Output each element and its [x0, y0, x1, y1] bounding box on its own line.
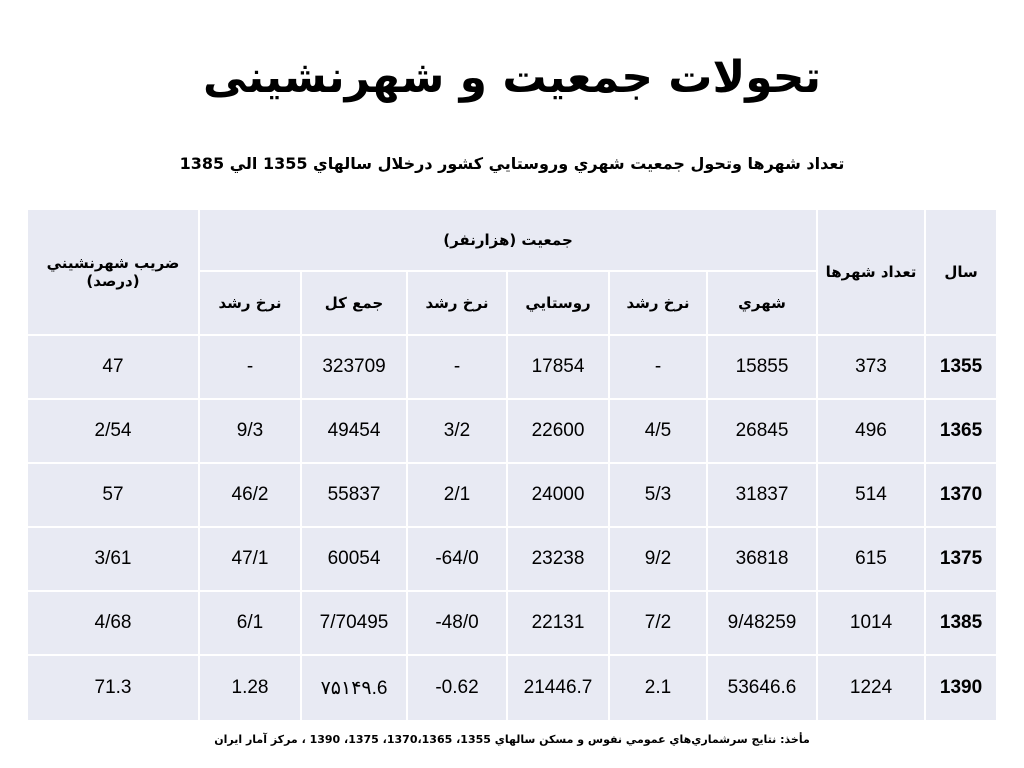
- cell-year: 1355: [925, 335, 997, 399]
- cell-total: 49454: [301, 399, 407, 463]
- cell-urban: 31837: [707, 463, 817, 527]
- header-urban: شهري: [707, 271, 817, 335]
- cell-urban-growth: 9/2: [609, 527, 707, 591]
- table-caption: تعداد شهرها وتحول جمعيت شهري وروستايي كشور درخلال سالهاي 1355 الي 1385: [179, 154, 845, 173]
- cell-total: ۷۵۱۴۹.6: [301, 655, 407, 721]
- cell-urban-growth: 2.1: [609, 655, 707, 721]
- cell-total-growth: 9/3: [199, 399, 301, 463]
- cell-rural-growth: -48/0: [407, 591, 507, 655]
- cell-urban: 15855: [707, 335, 817, 399]
- cell-total: 60054: [301, 527, 407, 591]
- header-urban-growth: نرخ رشد: [609, 271, 707, 335]
- header-total: جمع كل: [301, 271, 407, 335]
- cell-rural: 24000: [507, 463, 609, 527]
- cell-cities: 615: [817, 527, 925, 591]
- cell-total-growth: 46/2: [199, 463, 301, 527]
- cell-urban: 9/48259: [707, 591, 817, 655]
- cell-rural: 22600: [507, 399, 609, 463]
- table-row: [27, 463, 997, 527]
- cell-urbanization: 71.3: [27, 655, 199, 721]
- header-row-1: [27, 209, 997, 271]
- cell-cities: 496: [817, 399, 925, 463]
- cell-year: 1370: [925, 463, 997, 527]
- header-year: سال: [925, 209, 997, 335]
- cell-total-growth: -: [199, 335, 301, 399]
- cell-rural: 17854: [507, 335, 609, 399]
- cell-year: 1385: [925, 591, 997, 655]
- header-total-growth: نرخ رشد: [199, 271, 301, 335]
- cell-rural: 21446.7: [507, 655, 609, 721]
- cell-urban-growth: 4/5: [609, 399, 707, 463]
- cell-rural-growth: 3/2: [407, 399, 507, 463]
- header-cities: تعداد شهرها: [817, 209, 925, 335]
- cell-total: 7/70495: [301, 591, 407, 655]
- cell-urban-growth: 5/3: [609, 463, 707, 527]
- cell-cities: 373: [817, 335, 925, 399]
- header-population: جمعیت (هزارنفر): [199, 209, 817, 271]
- cell-rural: 23238: [507, 527, 609, 591]
- cell-year: 1365: [925, 399, 997, 463]
- source-note: مأخذ: نتايج سرشماري‌هاي عمومي نفوس و مسكن سالهاي 1355، 1370،1365، 1375، 1390 ، مركز آمار ايران: [214, 733, 810, 746]
- header-urbanization: ضريب شهرنشيني (درصد): [27, 209, 199, 335]
- cell-cities: 1014: [817, 591, 925, 655]
- table-row: [27, 399, 997, 463]
- cell-total: 323709: [301, 335, 407, 399]
- cell-urbanization: 4/68: [27, 591, 199, 655]
- cell-cities: 514: [817, 463, 925, 527]
- cell-urban: 53646.6: [707, 655, 817, 721]
- cell-rural-growth: -0.62: [407, 655, 507, 721]
- population-table: [26, 208, 998, 722]
- cell-total: 55837: [301, 463, 407, 527]
- cell-rural: 22131: [507, 591, 609, 655]
- cell-urban-growth: 7/2: [609, 591, 707, 655]
- cell-urbanization: 2/54: [27, 399, 199, 463]
- page-title: تحولات جمعیت و شهرنشینی: [202, 52, 822, 103]
- cell-cities: 1224: [817, 655, 925, 721]
- cell-rural-growth: 2/1: [407, 463, 507, 527]
- cell-year: 1375: [925, 527, 997, 591]
- header-rural-growth: نرخ رشد: [407, 271, 507, 335]
- cell-total-growth: 47/1: [199, 527, 301, 591]
- cell-total-growth: 1.28: [199, 655, 301, 721]
- table-row: [27, 335, 997, 399]
- cell-urbanization: 3/61: [27, 527, 199, 591]
- cell-urban: 36818: [707, 527, 817, 591]
- cell-urbanization: 47: [27, 335, 199, 399]
- cell-total-growth: 6/1: [199, 591, 301, 655]
- cell-urbanization: 57: [27, 463, 199, 527]
- cell-rural-growth: -64/0: [407, 527, 507, 591]
- cell-urban-growth: -: [609, 335, 707, 399]
- table-row: [27, 527, 997, 591]
- table-row: [27, 655, 997, 721]
- table-row: [27, 591, 997, 655]
- cell-rural-growth: -: [407, 335, 507, 399]
- cell-urban: 26845: [707, 399, 817, 463]
- cell-year: 1390: [925, 655, 997, 721]
- header-rural: روستايي: [507, 271, 609, 335]
